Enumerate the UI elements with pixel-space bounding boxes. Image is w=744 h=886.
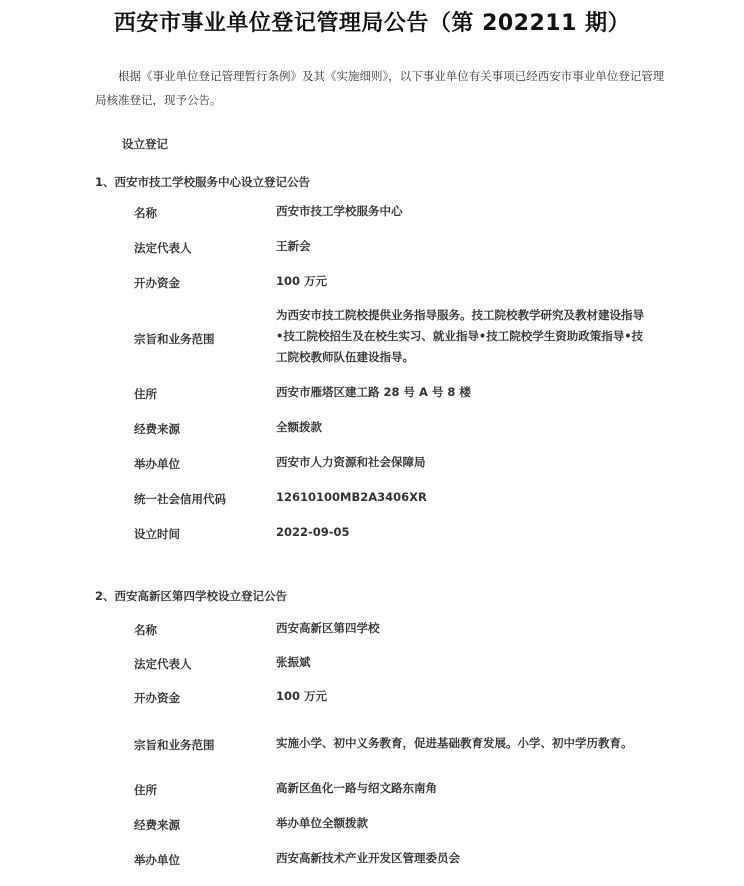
row-label: 宗旨和业务范围 xyxy=(134,738,215,752)
row-label: 经费来源 xyxy=(134,422,180,436)
row-value: 100 万元 xyxy=(276,274,328,288)
row-label: 举办单位 xyxy=(134,853,180,867)
row-label: 住所 xyxy=(134,387,157,401)
row-value: 西安市雁塔区建工路 28 号 A 号 8 楼 xyxy=(276,385,471,399)
row-value: 西安市技工学校服务中心 xyxy=(276,204,403,218)
row-label: 住所 xyxy=(134,783,157,797)
row-label: 经费来源 xyxy=(134,818,180,832)
row-label: 宗旨和业务范围 xyxy=(134,332,215,346)
row-label: 名称 xyxy=(134,206,157,220)
row-label: 设立时间 xyxy=(134,527,180,541)
category-label: 设立登记 xyxy=(122,137,168,151)
row-value: 实施小学、初中义务教育，促进基础教育发展。小学、初中学历教育。 xyxy=(276,736,633,750)
announcement-title: 西安市事业单位登记管理局公告（第 202211 期） xyxy=(113,11,631,36)
row-label: 统一社会信用代码 xyxy=(134,492,226,506)
row-value: 举办单位全额拨款 xyxy=(276,816,368,830)
row-value: 高新区鱼化一路与绍文路东南角 xyxy=(276,781,437,795)
row-label: 举办单位 xyxy=(134,457,180,471)
section-heading-1: 1、西安市技工学校服务中心设立登记公告 xyxy=(95,175,310,189)
row-value: 全额拨款 xyxy=(276,420,322,434)
row-value: 西安高新区第四学校 xyxy=(276,621,380,635)
row-label: 名称 xyxy=(134,623,157,637)
row-value: 100 万元 xyxy=(276,689,328,703)
row-value: 12610100MB2A3406XR xyxy=(276,490,427,504)
row-value: 为西安市技工院校提供业务指导服务。技工院校教学研究及教材建设指导•技工院校招生及在校生实习、就业指导•技工院校学生资助政策指导•技工院校教师队伍建设指导。 xyxy=(276,308,644,364)
row-value: 2022-09-05 xyxy=(276,525,350,539)
section-heading-2: 2、西安高新区第四学校设立登记公告 xyxy=(95,589,287,603)
row-label: 开办资金 xyxy=(134,276,180,290)
row-label: 开办资金 xyxy=(134,691,180,705)
row-label: 法定代表人 xyxy=(134,241,192,255)
row-value: 张振斌 xyxy=(276,655,311,669)
row-value: 王新会 xyxy=(276,239,311,253)
row-value: 西安高新技术产业开发区管理委员会 xyxy=(276,851,460,865)
intro-paragraph: 根据《事业单位登记管理暂行条例》及其《实施细则》，以下事业单位有关事项已经西安市事业单位登记管理局核准登记，现予公告。 xyxy=(95,69,665,107)
row-value: 西安市人力资源和社会保障局 xyxy=(276,455,426,469)
row-label: 法定代表人 xyxy=(134,657,192,671)
